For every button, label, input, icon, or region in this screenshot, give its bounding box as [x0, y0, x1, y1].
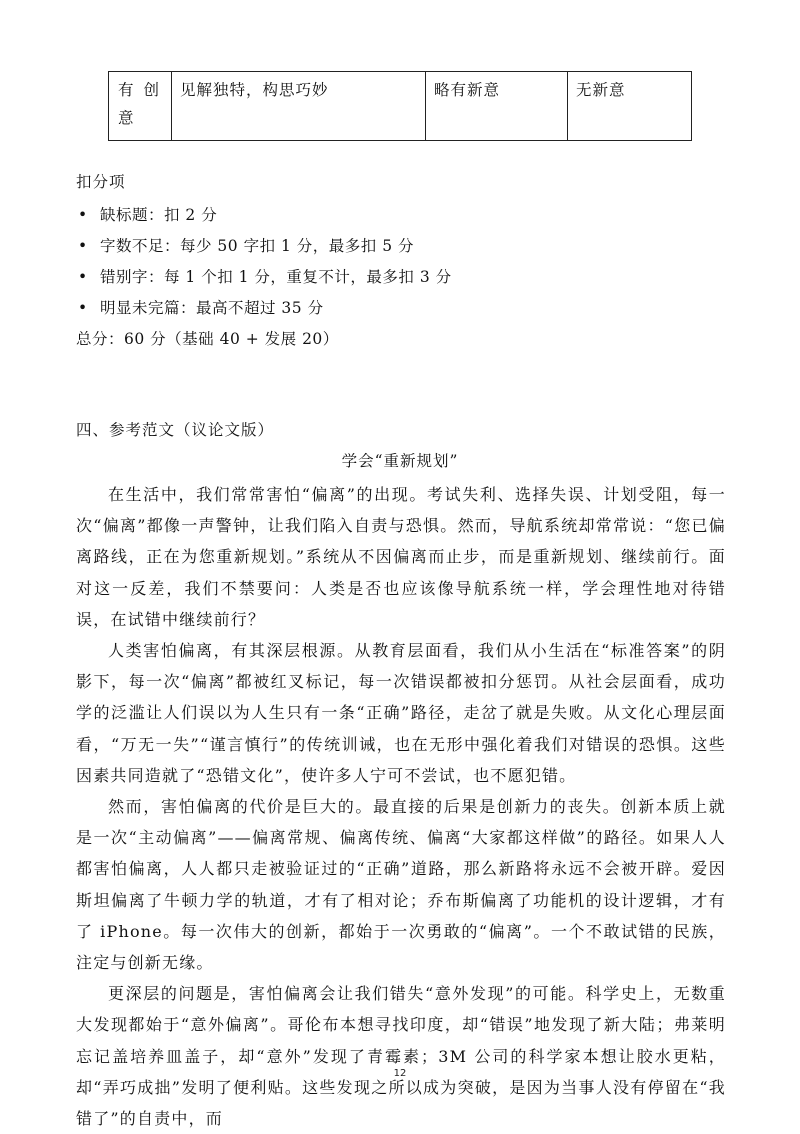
page-number: 12	[393, 1068, 407, 1079]
bullet-icon: •	[78, 206, 88, 224]
deductions-title: 扣分项	[76, 173, 126, 191]
deduction-text: 错别字：每 1 个扣 1 分，重复不计，最多扣 3 分	[100, 268, 452, 286]
section-heading: 四、参考范文（议论文版）	[76, 421, 275, 439]
essay-paragraph: 更深层的问题是，害怕偏离会让我们错失“意外发现”的可能。科学史上，无数重大发现都始于“意外偏离”。哥伦布本想寻找印度，却“错误”地发现了新大陆；弗莱明忘记盖培养皿盖子，却“意外”发现了青霉素；3M 公司的科学家本想让胶水更粘，却“弄巧成拙”发明了便利贴。这些发现之所以成为突破，是因为当事人没有停留在“我错了”的自责中，而	[76, 984, 726, 1129]
rubric-level-low-cell	[568, 72, 692, 141]
deduction-text: 字数不足：每少 50 字扣 1 分，最多扣 5 分	[100, 237, 415, 255]
list-item	[76, 200, 452, 231]
total-score: 总分：60 分（基础 40 + 发展 20）	[76, 330, 339, 348]
rubric-level-low: 无新意	[576, 81, 626, 99]
rubric-level-high: 见解独特，构思巧妙	[180, 81, 329, 99]
essay-body	[76, 479, 726, 1134]
rubric-level-mid-cell	[426, 72, 568, 141]
rubric-category: 有创意	[118, 81, 170, 127]
essay-paragraph: 在生活中，我们常常害怕“偏离”的出现。考试失利、选择失误、计划受阻，每一次“偏离”都像一声警钟，让我们陷入自责与恐惧。然而，导航系统却常常说：“您已偏离路线，正在为您重新规划。”系统从不因偏离而止步，而是重新规划、继续前行。面对这一反差，我们不禁要问：人类是否也应该像导航系统一样，学会理性地对待错误，在试错中继续前行？	[76, 485, 726, 629]
list-item	[76, 293, 452, 324]
bullet-icon: •	[78, 299, 88, 317]
rubric-table	[108, 71, 692, 141]
essay-paragraph: 人类害怕偏离，有其深层根源。从教育层面看，我们从小生活在“标准答案”的阴影下，每一次“偏离”都被红叉标记，每一次错误都被扣分惩罚。从社会层面看，成功学的泛滥让人们误以为人生只有一条“正确”路径，走岔了就是失败。从文化心理层面看，“万无一失”“谨言慎行”的传统训诫，也在无形中强化着我们对错误的恐惧。这些因素共同造就了“恐错文化”，使许多人宁可不尝试，也不愿犯错。	[76, 641, 726, 785]
deductions-list	[76, 200, 452, 324]
list-item	[76, 231, 452, 262]
deduction-text: 明显未完篇：最高不超过 35 分	[100, 299, 324, 317]
table-row	[109, 72, 692, 141]
essay-title: 学会“重新规划”	[341, 452, 459, 470]
rubric-level-high-cell	[172, 72, 426, 141]
bullet-icon: •	[78, 268, 88, 286]
rubric-category-cell	[109, 72, 172, 141]
bullet-icon: •	[78, 237, 88, 255]
deduction-text: 缺标题：扣 2 分	[100, 206, 218, 224]
list-item	[76, 262, 452, 293]
essay-paragraph: 然而，害怕偏离的代价是巨大的。最直接的后果是创新力的丧失。创新本质上就是一次“主动偏离”——偏离常规、偏离传统、偏离“大家都这样做”的路径。如果人人都害怕偏离，人人都只走被验证过的“正确”道路，那么新路将永远不会被开辟。爱因斯坦偏离了牛顿力学的轨道，才有了相对论；乔布斯偏离了功能机的设计逻辑，才有了 iPhone。每一次伟大的创新，都始于一次勇敢的“偏离”。一个不敢试错的民族，注定与创新无缘。	[76, 797, 726, 973]
rubric-level-mid: 略有新意	[434, 81, 501, 99]
